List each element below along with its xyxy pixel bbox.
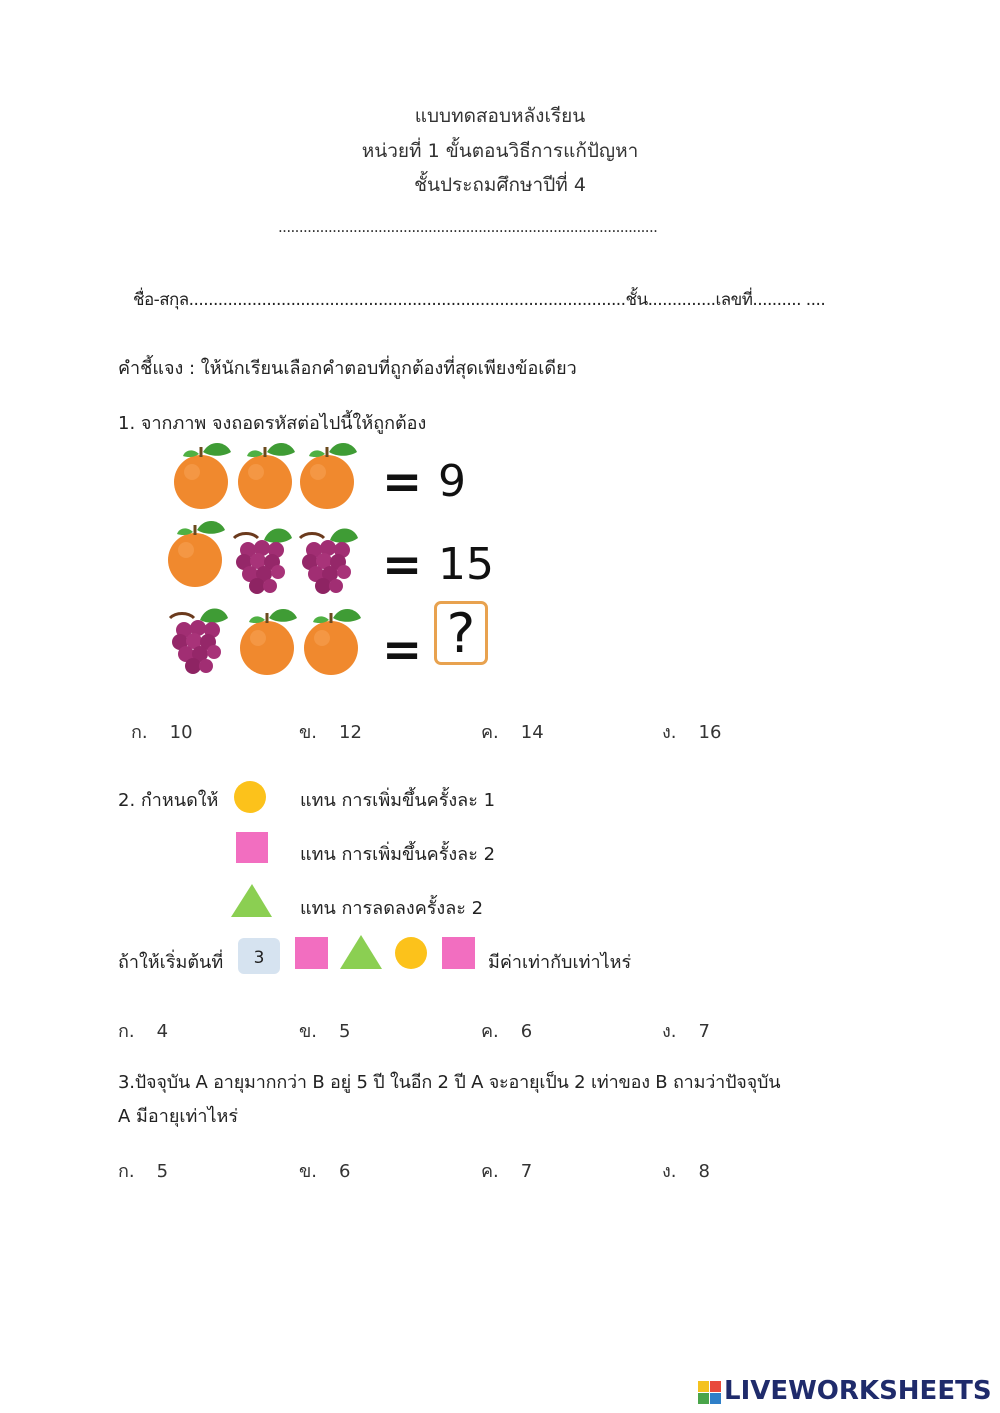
grapes-icon xyxy=(170,609,228,675)
option-label: ข. xyxy=(299,1021,318,1042)
equals-sign: = xyxy=(382,622,423,678)
title-line-1: แบบทดสอบหลังเรียน xyxy=(414,105,586,127)
equals-sign: = xyxy=(382,537,423,593)
grapes-icon xyxy=(234,529,292,595)
q2-option-b[interactable] xyxy=(299,1016,350,1045)
liveworksheets-logo-icon xyxy=(698,1381,722,1405)
option-value: 6 xyxy=(520,1021,533,1042)
liveworksheets-brand[interactable]: LIVEWORKSHEETS xyxy=(724,1376,992,1406)
option-value: 10 xyxy=(169,722,193,743)
q1-answer-box: ? xyxy=(434,601,488,665)
instructions: คำชี้แจง : ให้นักเรียนเลือกคำตอบที่ถูกต้องที่สุดเพียงข้อเดียว xyxy=(118,358,577,379)
orange-icon xyxy=(300,443,357,509)
triangle-shape-icon xyxy=(231,884,272,917)
q3-option-b[interactable] xyxy=(299,1156,350,1185)
q2-legend-circle-text: แทน การเพิ่มขึ้นครั้งละ 1 xyxy=(300,790,496,811)
title-line-2: หน่วยที่ 1 ขั้นตอนวิธีการแก้ปัญหา xyxy=(361,140,639,162)
option-label: ค. xyxy=(481,1021,499,1042)
q2-prefix: 2. กำหนดให้ xyxy=(118,790,219,811)
option-value: 6 xyxy=(339,1161,351,1182)
option-value: 4 xyxy=(156,1021,169,1042)
q1-option-b[interactable] xyxy=(299,717,362,746)
q2-start-text: ถ้าให้เริ่มต้นที่ xyxy=(118,952,224,973)
q3-option-c[interactable] xyxy=(481,1156,532,1185)
option-value: 16 xyxy=(698,722,722,743)
option-label: ก. xyxy=(118,1161,135,1182)
square-shape-icon xyxy=(295,937,328,969)
q1-option-d[interactable] xyxy=(662,717,721,746)
equals-sign: = xyxy=(382,454,423,510)
option-label: ข. xyxy=(299,722,318,743)
option-value: 7 xyxy=(520,1161,533,1182)
q3-text-line-1: 3.ปัจจุบัน A อายุมากกว่า B อยู่ 5 ปี ในอีก 2 ปี A จะอายุเป็น 2 เท่าของ B ถามว่าปัจจุบัน xyxy=(118,1072,781,1093)
q2-end-text: มีค่าเท่ากับเท่าไหร่ xyxy=(488,952,632,973)
q2-start-value: 3 xyxy=(238,938,280,974)
q2-option-c[interactable] xyxy=(481,1016,532,1045)
triangle-shape-icon xyxy=(340,935,382,969)
q3-text-line-2: A มีอายุเท่าไหร่ xyxy=(118,1106,239,1127)
grapes-icon xyxy=(300,529,358,595)
q2-legend-square-text: แทน การเพิ่มขึ้นครั้งละ 2 xyxy=(300,844,496,865)
circle-shape-icon xyxy=(395,937,427,969)
student-info-line[interactable]: ชื่อ-สกุล..........................................................................................ชั้น..............เลขที่.......... .... xyxy=(133,290,826,310)
option-value: 8 xyxy=(698,1161,710,1182)
option-label: ง. xyxy=(662,722,677,743)
square-shape-icon xyxy=(442,937,475,969)
option-value: 7 xyxy=(698,1021,710,1042)
option-label: ค. xyxy=(481,722,499,743)
option-value: 5 xyxy=(339,1021,351,1042)
option-value: 5 xyxy=(156,1161,169,1182)
q1-option-a[interactable] xyxy=(131,717,193,746)
option-label: ค. xyxy=(481,1161,499,1182)
title-dots: ........................................................................................... xyxy=(278,218,658,236)
option-label: ง. xyxy=(662,1161,677,1182)
orange-icon xyxy=(238,443,295,509)
square-shape-icon xyxy=(236,832,268,863)
circle-shape-icon xyxy=(234,781,266,813)
q3-option-a[interactable] xyxy=(118,1156,168,1185)
option-value: 14 xyxy=(520,722,544,743)
q2-legend-triangle-text: แทน การลดลงครั้งละ 2 xyxy=(300,898,484,919)
q3-option-d[interactable] xyxy=(662,1156,710,1185)
option-label: ข. xyxy=(299,1161,318,1182)
q2-sequence-shapes xyxy=(292,934,477,974)
q1-row2-result: 15 xyxy=(438,539,494,590)
q1-row1-result: 9 xyxy=(438,456,466,507)
orange-icon xyxy=(168,521,225,587)
orange-icon xyxy=(304,609,361,675)
option-value: 12 xyxy=(339,722,362,743)
q1-text: 1. จากภาพ จงถอดรหัสต่อไปนี้ให้ถูกต้อง xyxy=(118,413,427,434)
q1-option-c[interactable] xyxy=(481,717,544,746)
title-line-3: ชั้นประถมศึกษาปีที่ 4 xyxy=(414,174,586,196)
option-label: ก. xyxy=(131,722,148,743)
q2-option-d[interactable] xyxy=(662,1016,710,1045)
q2-legend-shapes xyxy=(230,778,280,923)
orange-icon xyxy=(174,443,231,509)
orange-icon xyxy=(240,609,297,675)
option-label: ง. xyxy=(662,1021,677,1042)
q2-option-a[interactable] xyxy=(118,1016,168,1045)
option-label: ก. xyxy=(118,1021,135,1042)
